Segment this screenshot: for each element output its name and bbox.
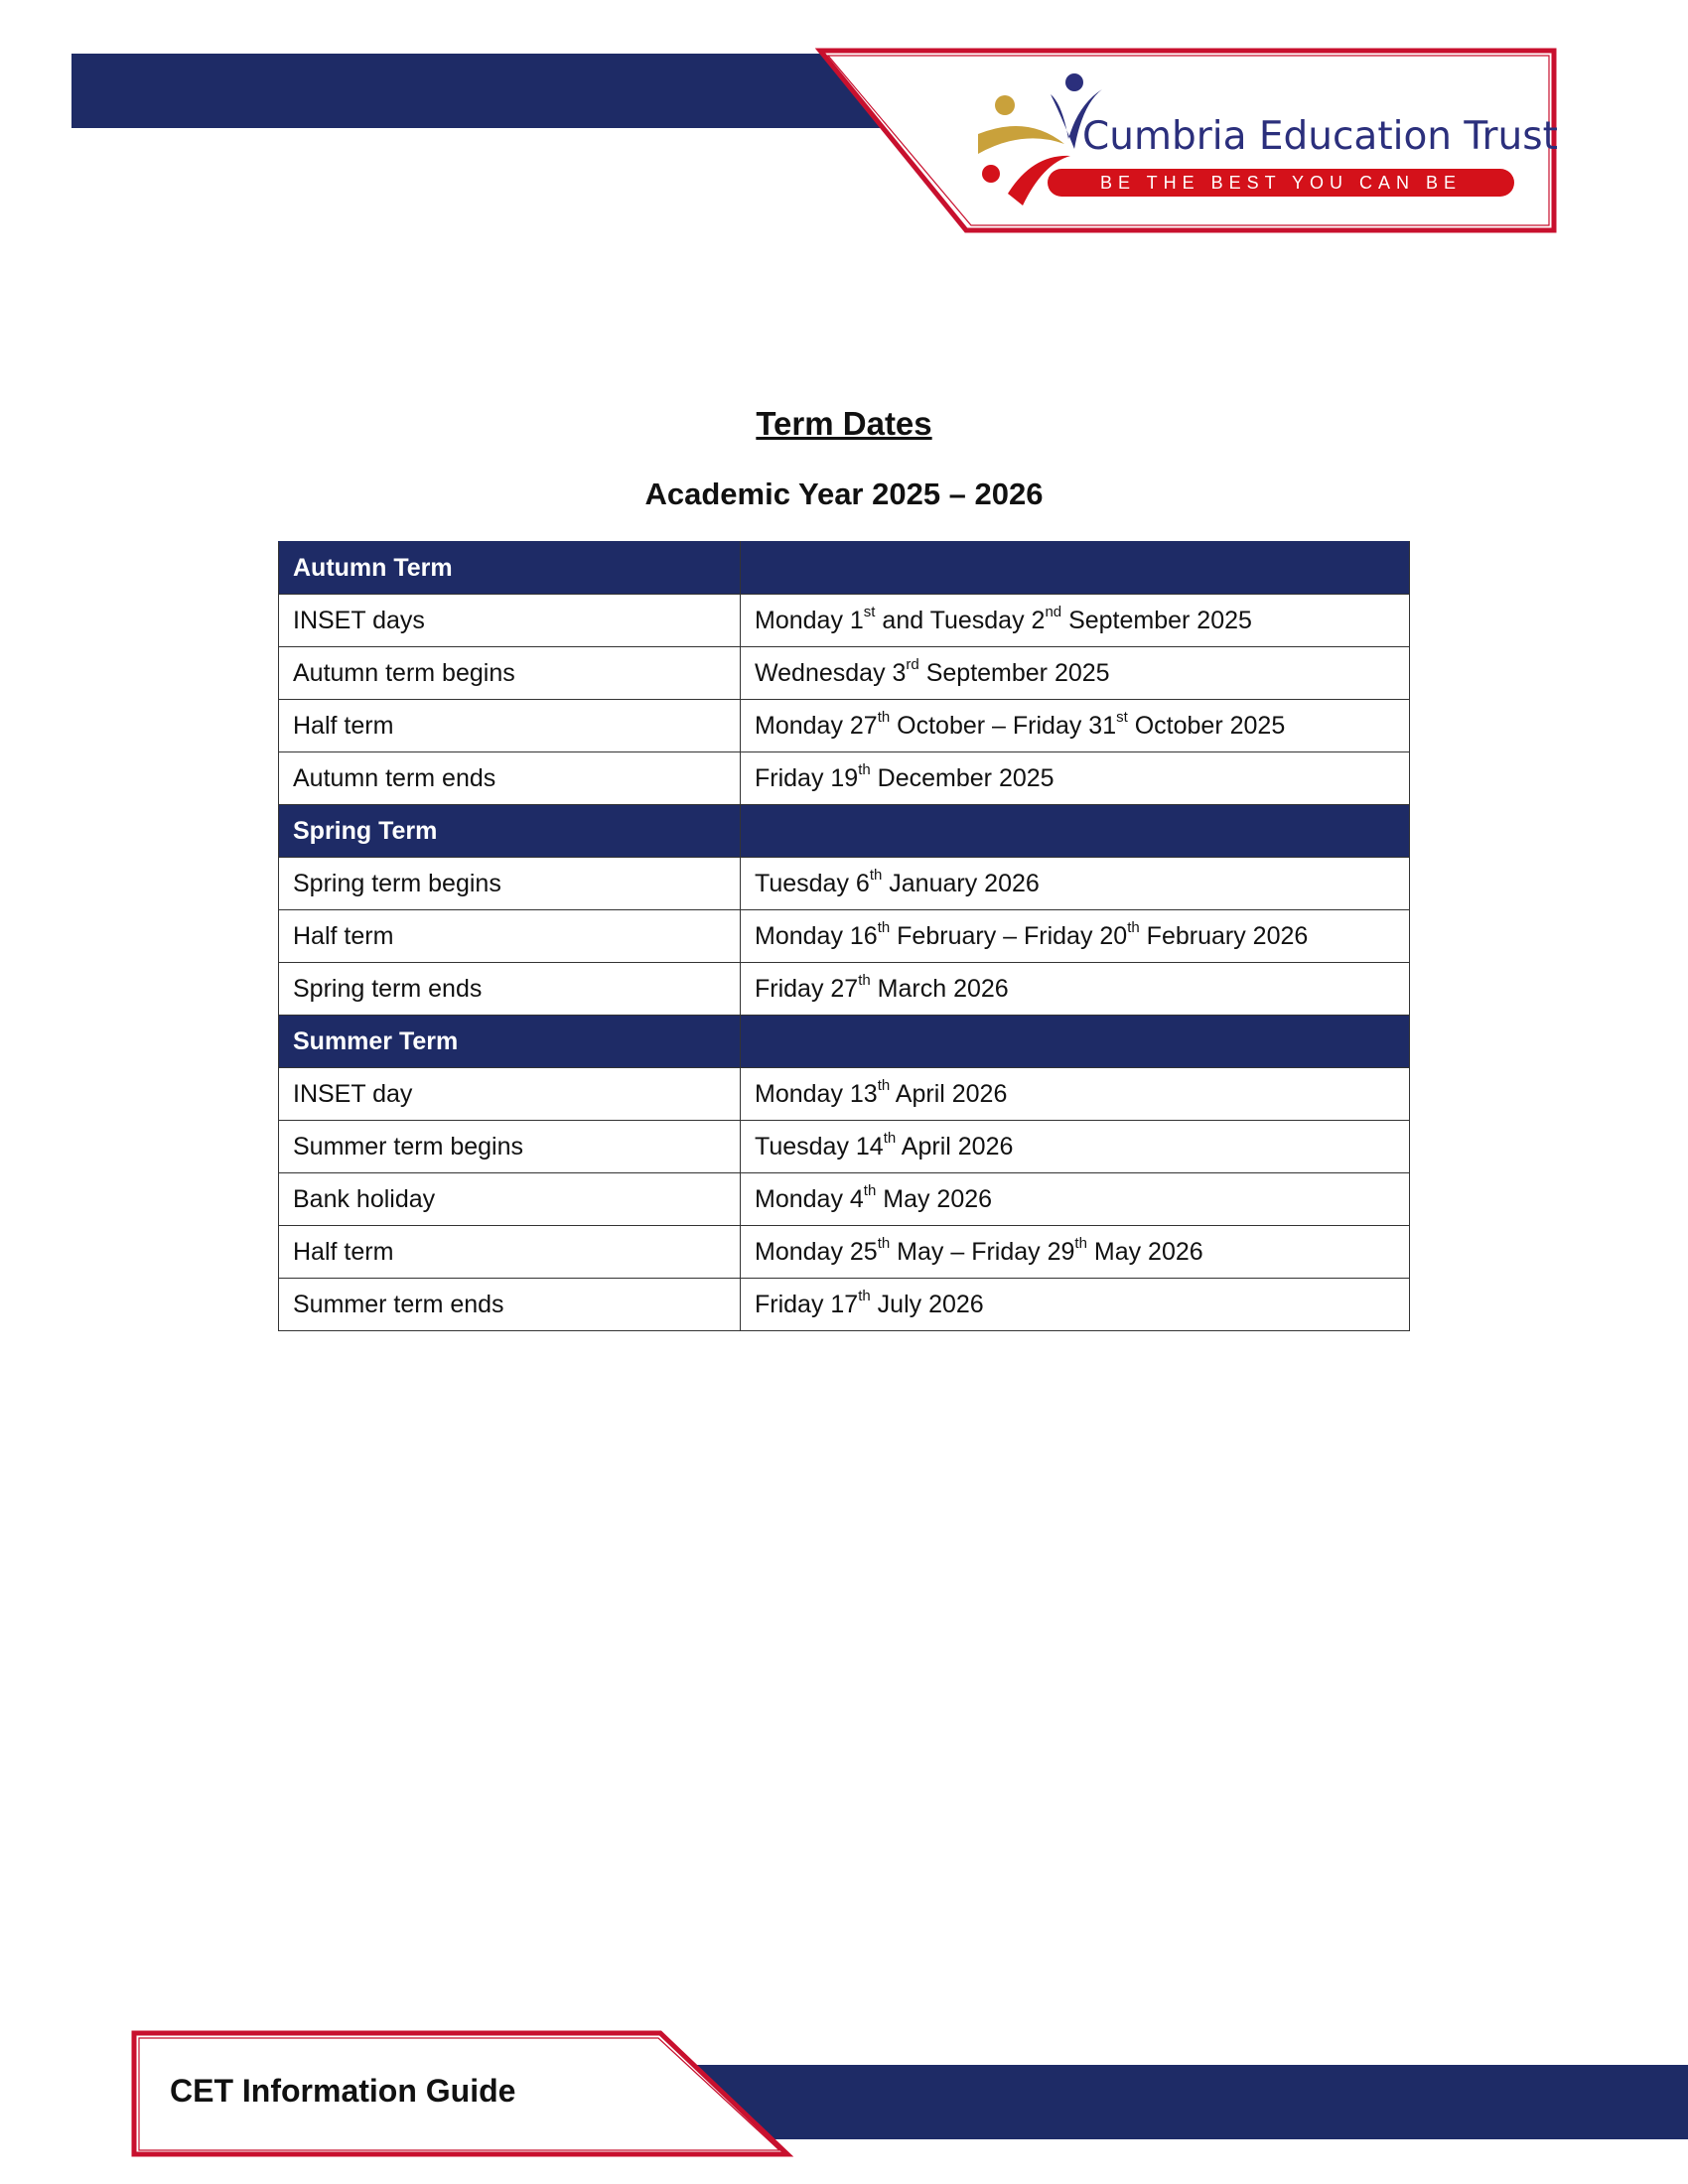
event-cell: Half term <box>279 700 741 752</box>
term-dates-table <box>278 541 1410 1331</box>
date-cell: Monday 27th October – Friday 31st October 2025 <box>741 700 1410 752</box>
section-heading: Autumn Term <box>279 542 741 595</box>
date-cell: Monday 1st and Tuesday 2nd September 2025 <box>741 595 1410 647</box>
event-cell: Autumn term begins <box>279 647 741 700</box>
date-cell: Wednesday 3rd September 2025 <box>741 647 1410 700</box>
table-row <box>279 595 1410 647</box>
table-section-header <box>279 805 1410 858</box>
table-row <box>279 1173 1410 1226</box>
table-row <box>279 700 1410 752</box>
event-cell: Bank holiday <box>279 1173 741 1226</box>
header-band <box>71 54 886 128</box>
section-heading-empty-cell <box>741 542 1410 595</box>
table-section-header <box>279 542 1410 595</box>
date-cell: Tuesday 14th April 2026 <box>741 1121 1410 1173</box>
section-heading-empty-cell <box>741 1016 1410 1068</box>
org-tagline: BE THE BEST YOU CAN BE <box>1048 169 1514 197</box>
table-row <box>279 963 1410 1016</box>
date-cell: Friday 19th December 2025 <box>741 752 1410 805</box>
date-cell: Monday 4th May 2026 <box>741 1173 1410 1226</box>
table-row <box>279 752 1410 805</box>
date-cell: Monday 13th April 2026 <box>741 1068 1410 1121</box>
event-cell: Summer term ends <box>279 1279 741 1331</box>
section-heading-empty-cell <box>741 805 1410 858</box>
table-row <box>279 1279 1410 1331</box>
event-cell: Spring term ends <box>279 963 741 1016</box>
table-row <box>279 1121 1410 1173</box>
date-cell: Friday 27th March 2026 <box>741 963 1410 1016</box>
table-row <box>279 1226 1410 1279</box>
page-title: Term Dates <box>756 405 932 442</box>
event-cell: INSET day <box>279 1068 741 1121</box>
table-row <box>279 647 1410 700</box>
table-row <box>279 1068 1410 1121</box>
event-cell: Spring term begins <box>279 858 741 910</box>
event-cell: INSET days <box>279 595 741 647</box>
date-cell: Tuesday 6th January 2026 <box>741 858 1410 910</box>
date-cell: Monday 16th February – Friday 20th February 2026 <box>741 910 1410 963</box>
section-heading: Spring Term <box>279 805 741 858</box>
event-cell: Autumn term ends <box>279 752 741 805</box>
event-cell: Summer term begins <box>279 1121 741 1173</box>
page-subtitle: Academic Year 2025 – 2026 <box>644 477 1044 511</box>
date-cell: Friday 17th July 2026 <box>741 1279 1410 1331</box>
section-heading: Summer Term <box>279 1016 741 1068</box>
event-cell: Half term <box>279 1226 741 1279</box>
footer-band <box>675 2065 1688 2139</box>
table-row <box>279 910 1410 963</box>
date-cell: Monday 25th May – Friday 29th May 2026 <box>741 1226 1410 1279</box>
org-name: Cumbria Education Trust <box>1082 114 1558 159</box>
event-cell: Half term <box>279 910 741 963</box>
footer-label: CET Information Guide <box>170 2073 516 2109</box>
table-section-header <box>279 1016 1410 1068</box>
table-row <box>279 858 1410 910</box>
